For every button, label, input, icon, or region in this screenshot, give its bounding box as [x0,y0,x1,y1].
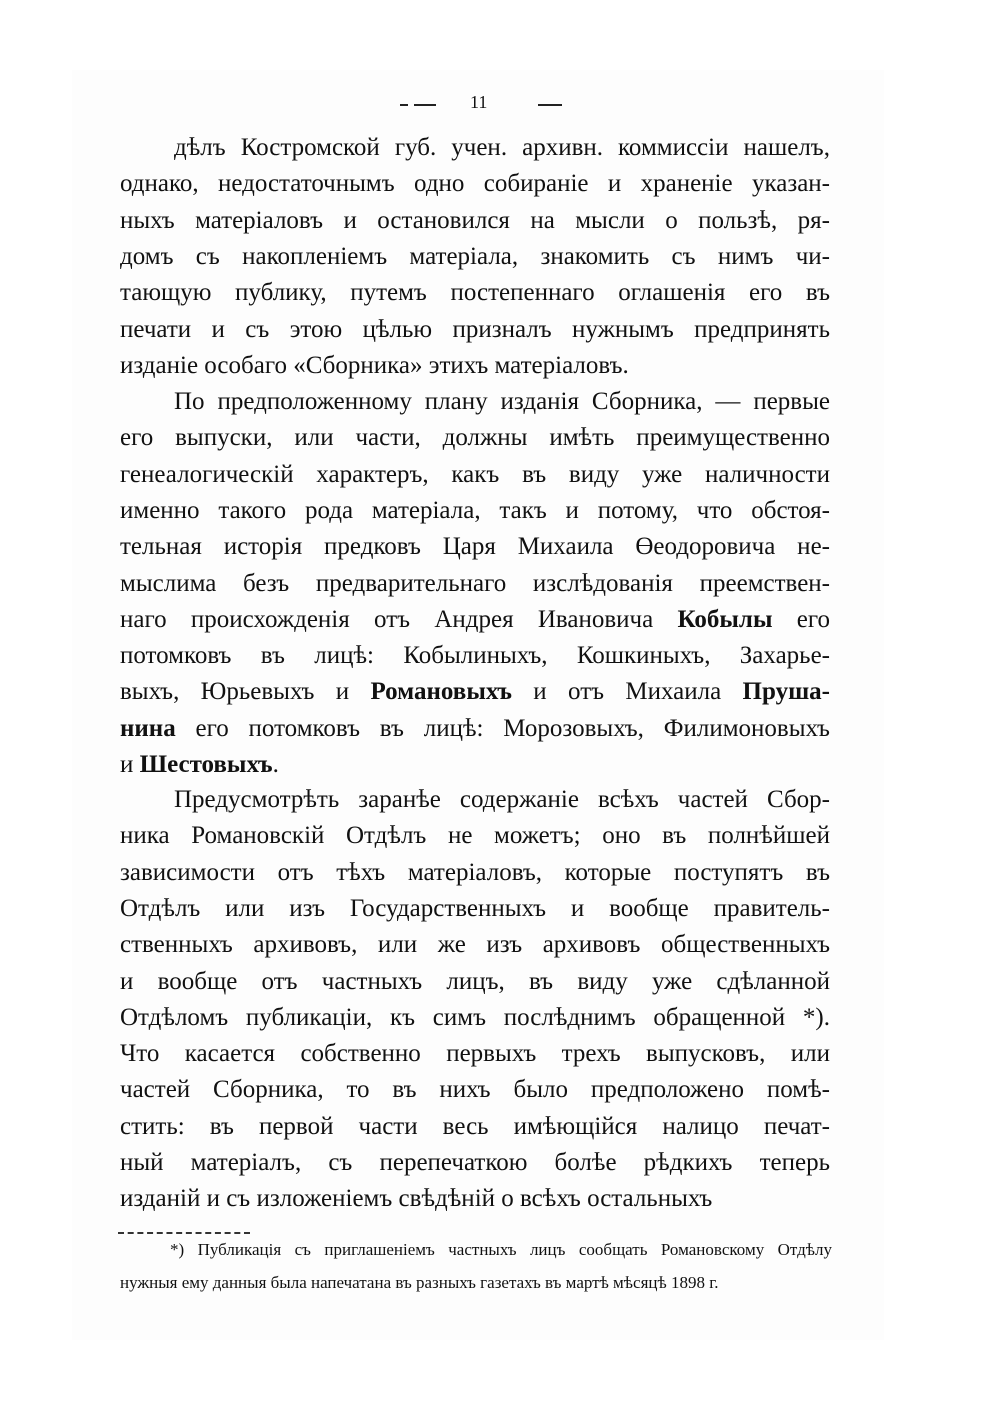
text-line [120,1112,830,1142]
text-line [120,677,830,707]
header-dash [414,104,436,106]
text-segment: его выпуски, или части, должны имѣть преимущественно [120,424,830,452]
text-segment: и [120,751,140,778]
page-header [0,92,1000,122]
text-segment: Отдѣломъ публикаціи, къ симъ послѣднимъ обращенной *). [120,1003,830,1031]
text-segment: именно такого рода матеріала, такъ и потому, что обстоя- [120,496,830,524]
header-dash [400,104,408,106]
text-segment: дѣлъ Костромской губ. учен. архивн. коммиссіи нашелъ, [174,134,830,161]
text-line [120,278,830,308]
text-segment: По предположенному плану изданія Сборника, — первые [174,388,830,415]
text-line [120,460,830,490]
text-line [120,750,830,780]
text-line [120,1148,830,1178]
text-segment: и вообще отъ частныхъ лицъ, въ виду уже сдѣланной [120,967,830,995]
text-line [120,496,830,526]
text-segment: мыслима безъ предварительнаго изслѣдованія преемствен- [120,569,830,597]
text-line [120,423,830,453]
bold-name: Пруша- [742,678,830,706]
text-segment: потомковъ въ лицѣ: Кобылиныхъ, Кошкиныхъ, Захарье- [120,642,830,670]
text-segment: печати и съ этою цѣлью призналъ нужнымъ предпринять [120,315,830,343]
text-line [120,967,830,997]
text-segment: ственныхъ архивовъ, или же изъ архивовъ общественныхъ [120,931,830,959]
text-line [120,532,830,562]
footnote-separator [118,1232,250,1234]
page-number: 11 [470,92,488,112]
text-segment: стить: въ первой части весь имѣющійся налицо печат- [120,1112,830,1140]
text-line [120,1003,830,1033]
header-dash [538,104,562,106]
text-line [120,242,830,272]
text-segment: Что касается собственно первыхъ трехъ выпусковъ, или [120,1040,830,1068]
text-segment: Отдѣлъ или изъ Государственныхъ и вообще правитель- [120,894,830,922]
text-line [120,169,830,199]
text-segment: и отъ Михаила [511,678,743,706]
text-segment: частей Сборника, то въ нихъ было предположено помѣ- [120,1076,830,1104]
text-line [120,714,830,744]
bold-name: Романовыхъ [370,678,512,706]
text-segment: тающую публику, путемъ постепеннаго оглашенія его въ [120,279,830,307]
text-line [120,351,830,381]
text-segment: домъ съ накопленіемъ матеріала, знакомить съ нимъ чи- [120,242,830,270]
text-line [120,1075,830,1105]
text-segment: зависимости отъ тѣхъ матеріаловъ, которые поступятъ въ [120,858,830,886]
text-segment: изданіе особаго «Сборника» этихъ матеріаловъ. [120,351,629,379]
text-line [120,641,830,671]
text-segment: его [772,605,830,633]
bold-name: Шестовыхъ [139,751,273,778]
text-line [120,1039,830,1069]
text-line [120,206,830,236]
text-segment: ныхъ матеріаловъ и остановился на мысли о пользѣ, ря- [120,206,830,234]
text-segment: Предусмотрѣть заранѣе содержаніе всѣхъ частей Сбор- [174,786,830,813]
text-line [120,133,830,163]
text-segment: генеалогическій характеръ, какъ въ виду уже наличности [120,460,830,488]
bold-name: Кобылы [677,605,773,633]
footnote-line: *) Публикація съ приглашеніемъ частныхъ лицъ сообщать Романовскому Отдѣлу [170,1240,832,1259]
text-segment: ный матеріалъ, съ перепечаткою болѣе рѣдкихъ теперь [120,1149,830,1176]
text-line [120,821,830,851]
text-line [120,605,830,635]
text-segment: . [272,751,279,778]
bold-name: нина [120,714,176,742]
text-line [120,894,830,924]
text-segment: тельная исторія предковъ Царя Михаила Өеодоровича не- [120,533,830,561]
text-line [120,387,830,417]
footnote-line: нужныя ему данныя была напечатана въ разныхъ газетахъ въ мартѣ мѣсяцѣ 1898 г. [120,1273,719,1292]
text-line [120,315,830,345]
text-segment: ника Романовскій Отдѣлъ не можетъ; оно въ полнѣйшей [120,822,830,850]
text-line [120,1184,830,1214]
text-segment: однако, недостаточнымъ одно собираніе и храненіе указан- [120,170,830,198]
text-line [120,569,830,599]
text-line [120,930,830,960]
text-segment: изданій и съ изложеніемъ свѣдѣній о всѣхъ остальныхъ [120,1185,713,1213]
text-segment: его потомковъ въ лицѣ: Морозовыхъ, Филимоновыхъ [175,714,830,742]
text-segment: выхъ, Юрьевыхъ и [120,678,371,706]
text-line [120,858,830,888]
text-segment: наго происхожденія отъ Андрея Ивановича [120,605,678,633]
text-line [120,785,830,815]
